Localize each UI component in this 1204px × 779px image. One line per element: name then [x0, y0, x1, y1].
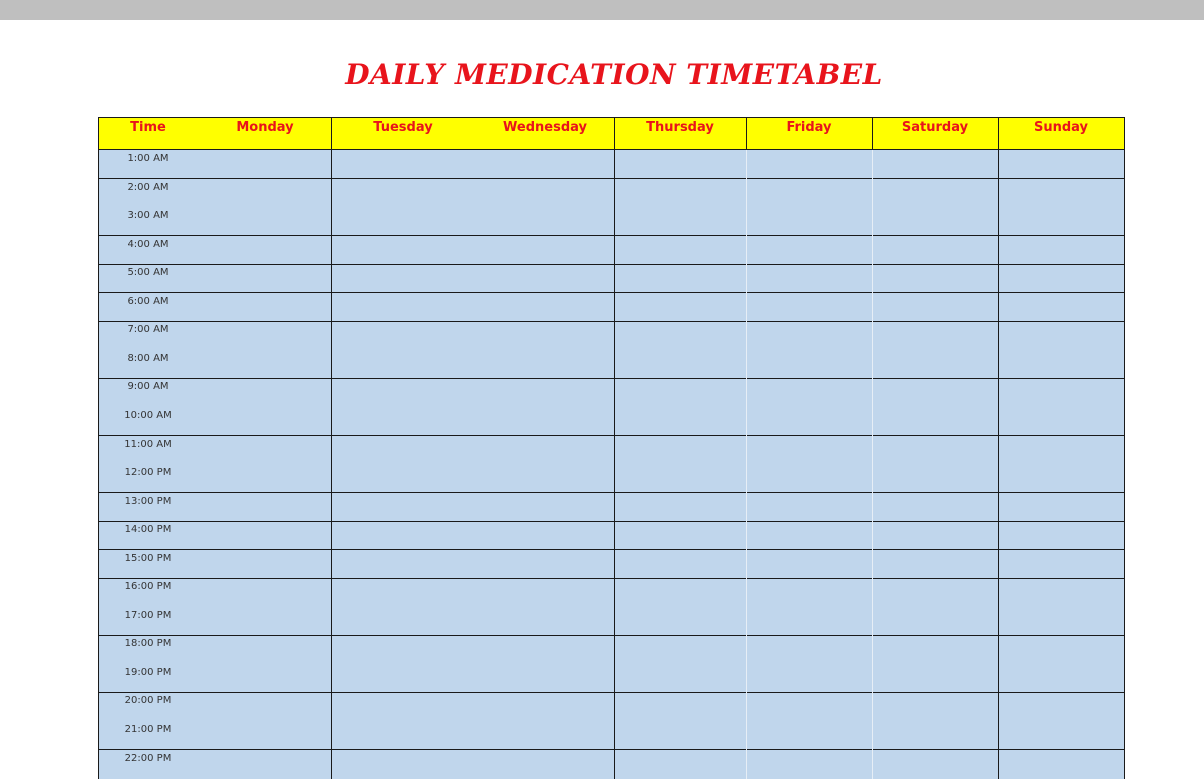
time-label: 9:00 AM	[127, 381, 169, 392]
row-divider	[98, 549, 1125, 550]
header-time: Time	[130, 120, 166, 135]
row-divider	[98, 435, 1125, 436]
time-label: 18:00 PM	[124, 638, 172, 649]
row-divider	[98, 635, 1125, 636]
time-label: 17:00 PM	[124, 610, 172, 621]
row-divider	[98, 264, 1125, 265]
time-label: 8:00 AM	[127, 353, 169, 364]
time-label: 6:00 AM	[127, 296, 169, 307]
column-divider	[614, 117, 615, 779]
row-divider	[98, 521, 1125, 522]
time-label: 12:00 PM	[124, 467, 172, 478]
header-thursday: Thursday	[646, 120, 714, 135]
row-divider	[98, 292, 1125, 293]
header-monday: Monday	[236, 120, 294, 135]
time-label: 10:00 AM	[124, 410, 172, 421]
window-top-bar	[0, 0, 1204, 20]
time-label: 1:00 AM	[127, 153, 169, 164]
time-label: 13:00 PM	[124, 496, 172, 507]
column-divider	[746, 117, 747, 150]
column-divider	[746, 150, 747, 779]
column-divider	[998, 117, 999, 779]
time-label: 21:00 PM	[124, 724, 172, 735]
time-label: 4:00 AM	[127, 239, 169, 250]
column-divider	[872, 117, 873, 150]
row-divider	[98, 692, 1125, 693]
row-divider	[98, 492, 1125, 493]
time-label: 19:00 PM	[124, 667, 172, 678]
header-friday: Friday	[786, 120, 832, 135]
row-divider	[98, 578, 1125, 579]
header-tuesday: Tuesday	[373, 120, 433, 135]
column-divider	[98, 117, 99, 779]
column-divider	[1124, 117, 1125, 779]
time-label: 5:00 AM	[127, 267, 169, 278]
time-label: 14:00 PM	[124, 524, 172, 535]
time-label: 3:00 AM	[127, 210, 169, 221]
row-divider	[98, 321, 1125, 322]
row-divider	[98, 149, 1125, 150]
time-label: 11:00 AM	[124, 439, 172, 450]
header-saturday: Saturday	[901, 120, 969, 135]
column-divider	[872, 150, 873, 779]
time-label: 20:00 PM	[124, 695, 172, 706]
row-divider	[98, 117, 1125, 118]
table-body	[98, 150, 1125, 779]
row-divider	[98, 178, 1125, 179]
header-wednesday: Wednesday	[503, 120, 587, 135]
time-label: 15:00 PM	[124, 553, 172, 564]
time-label: 16:00 PM	[124, 581, 172, 592]
page-title: DAILY MEDICATION TIMETABEL	[345, 58, 883, 91]
header-sunday: Sunday	[1033, 120, 1089, 135]
time-label: 2:00 AM	[127, 182, 169, 193]
row-divider	[98, 378, 1125, 379]
time-label: 22:00 PM	[124, 753, 172, 764]
time-label: 7:00 AM	[127, 324, 169, 335]
row-divider	[98, 235, 1125, 236]
row-divider	[98, 749, 1125, 750]
column-divider	[331, 117, 332, 779]
